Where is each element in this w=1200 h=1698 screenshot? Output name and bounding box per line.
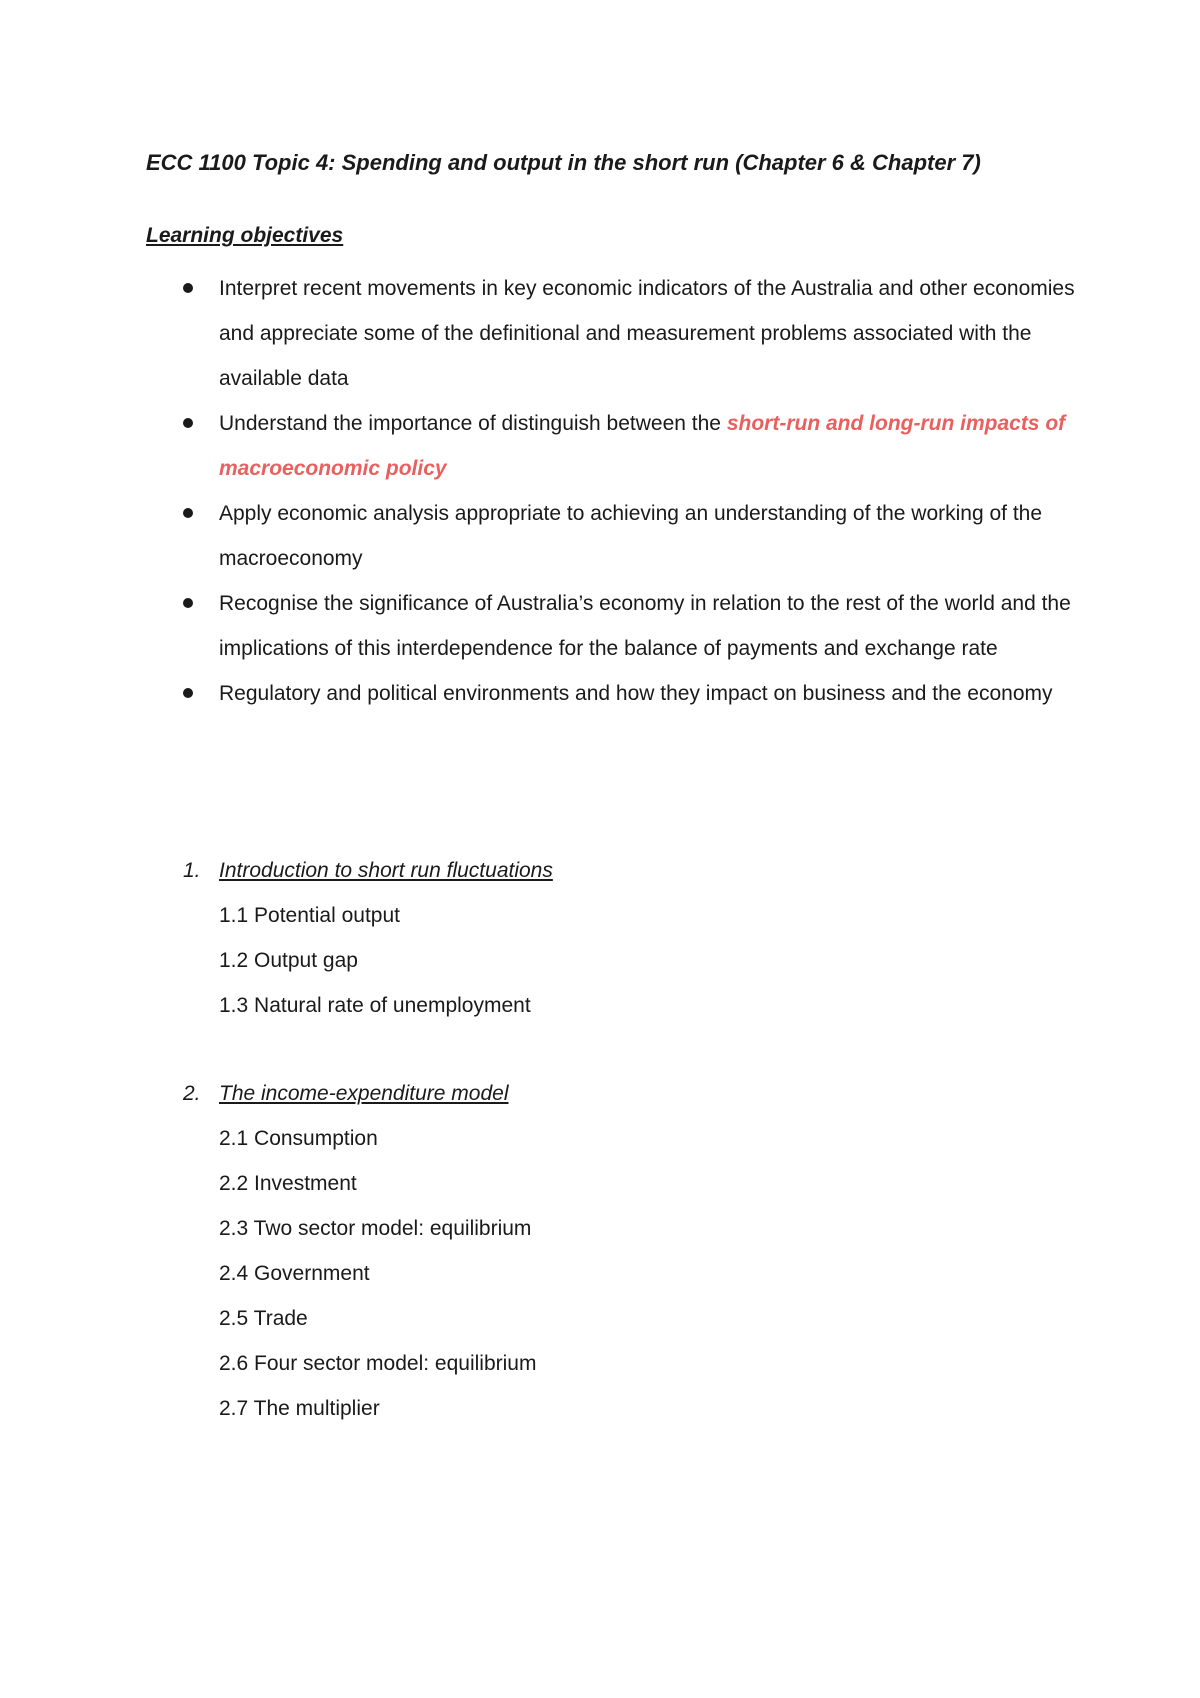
list-item: 2.1 Consumption bbox=[219, 1127, 378, 1150]
document-title: ECC 1100 Topic 4: Spending and output in the short run (Chapter 6 & Chapter 7) bbox=[146, 150, 981, 175]
bullet-icon bbox=[183, 418, 193, 428]
bullet-icon bbox=[183, 283, 193, 293]
list-item bbox=[0, 266, 1079, 401]
bullet-icon bbox=[183, 688, 193, 698]
objective-text: Understand the importance of distinguish between the bbox=[219, 412, 727, 435]
list-item: 2.2 Investment bbox=[219, 1172, 357, 1195]
list-item: 2.6 Four sector model: equilibrium bbox=[219, 1352, 537, 1375]
objective-text: Recognise the significance of Australia’s economy in relation to the rest of the world and the implications of this interdependence for the balance of payments and exchange rate bbox=[219, 592, 1071, 660]
section-number: 2. bbox=[183, 1082, 201, 1105]
list-item: 2.4 Government bbox=[219, 1262, 370, 1285]
section-title: The income-expenditure model bbox=[219, 1082, 509, 1105]
bullet-icon bbox=[183, 598, 193, 608]
list-item bbox=[0, 671, 1079, 716]
list-item: 1.1 Potential output bbox=[219, 904, 400, 927]
list-item bbox=[0, 401, 1079, 491]
section-heading bbox=[0, 848, 1200, 893]
objective-text: Regulatory and political environments and how they impact on business and the economy bbox=[219, 682, 1053, 705]
learning-objectives-heading: Learning objectives bbox=[146, 224, 344, 247]
subsection-list bbox=[0, 893, 1200, 1028]
subsection-list bbox=[0, 1116, 1200, 1431]
list-item bbox=[0, 491, 1079, 581]
section-1 bbox=[0, 848, 1200, 1028]
section-heading bbox=[0, 1071, 1200, 1116]
learning-objectives-list bbox=[0, 266, 1200, 716]
objective-highlight: short-run and long-run impacts of macroeconomic policy bbox=[219, 412, 1066, 480]
section-title: Introduction to short run fluctuations bbox=[219, 859, 553, 882]
list-item: 1.2 Output gap bbox=[219, 949, 358, 972]
list-item: 2.5 Trade bbox=[219, 1307, 308, 1330]
section-2 bbox=[0, 1071, 1200, 1431]
list-item: 2.3 Two sector model: equilibrium bbox=[219, 1217, 532, 1240]
list-item: 1.3 Natural rate of unemployment bbox=[219, 994, 531, 1017]
objective-text: Interpret recent movements in key economic indicators of the Australia and other economies and appreciate some of the definitional and measurement problems associated with the available data bbox=[219, 277, 1075, 390]
bullet-icon bbox=[183, 508, 193, 518]
section-number: 1. bbox=[183, 859, 201, 882]
list-item: 2.7 The multiplier bbox=[219, 1397, 380, 1420]
objective-text: Apply economic analysis appropriate to achieving an understanding of the working of the macroeconomy bbox=[219, 502, 1043, 570]
list-item bbox=[0, 581, 1079, 671]
